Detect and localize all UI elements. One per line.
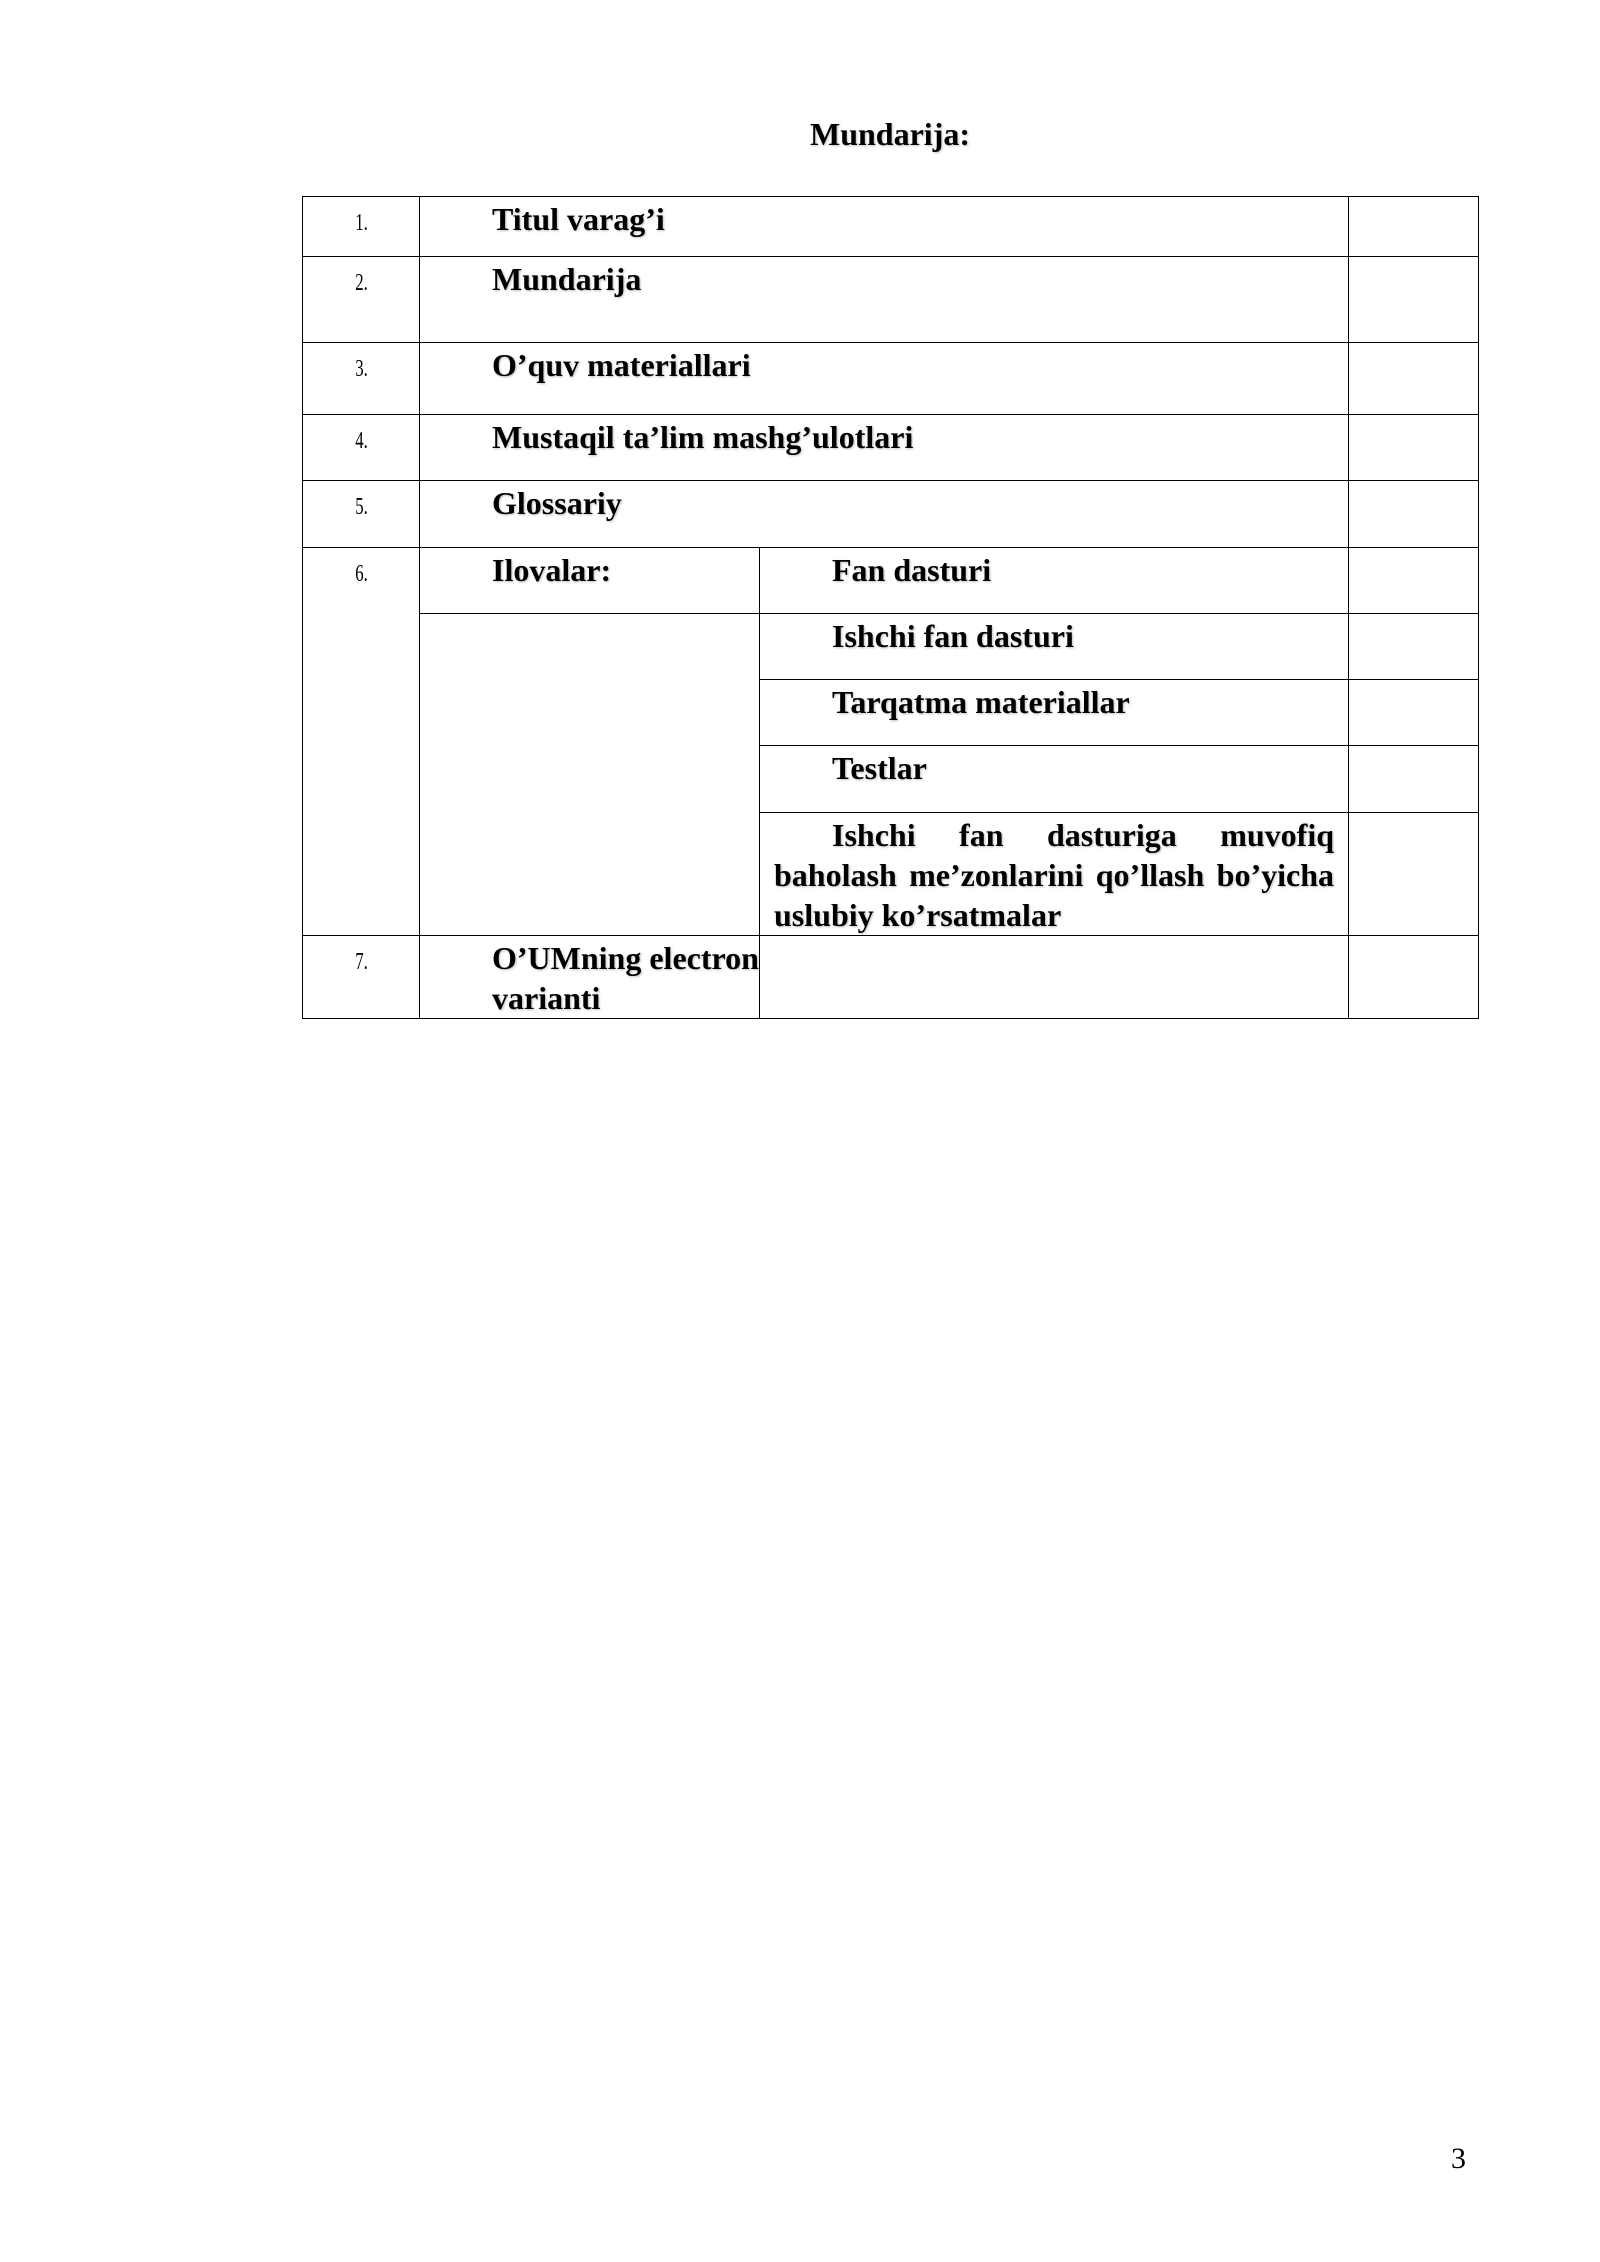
page-cell bbox=[1349, 257, 1479, 343]
appendix-item: Testlar bbox=[760, 746, 1349, 813]
page-cell bbox=[1349, 415, 1479, 481]
row-title: Mustaqil ta’lim mashg’ulotlari bbox=[420, 415, 1349, 481]
table-row bbox=[303, 257, 1479, 343]
contents-table bbox=[302, 196, 1479, 1019]
row-title: Titul varag’i bbox=[420, 197, 1349, 257]
empty-cell bbox=[420, 614, 760, 936]
row-number: 1. bbox=[320, 197, 402, 257]
row-number: 4. bbox=[320, 415, 402, 481]
page-cell bbox=[1349, 614, 1479, 680]
table-row bbox=[303, 614, 1479, 680]
appendix-item: Ishchi fan dasturi bbox=[760, 614, 1349, 680]
page-cell bbox=[1349, 548, 1479, 614]
row-number: 7. bbox=[320, 936, 402, 1019]
page-cell bbox=[1349, 936, 1479, 1019]
page-title: Mundarija: bbox=[810, 116, 970, 152]
page-cell bbox=[1349, 481, 1479, 548]
table-row bbox=[303, 936, 1479, 1019]
page-number: 3 bbox=[1451, 2142, 1466, 2175]
page-cell bbox=[1349, 343, 1479, 415]
page-cell bbox=[1349, 197, 1479, 257]
row-number: 2. bbox=[320, 257, 402, 343]
table-row bbox=[303, 343, 1479, 415]
row-title: Ilovalar: bbox=[420, 548, 760, 614]
appendix-item: Fan dasturi bbox=[760, 548, 1349, 614]
empty-cell bbox=[760, 936, 1349, 1019]
row-number: 3. bbox=[320, 343, 402, 415]
row-title: O’quv materiallari bbox=[420, 343, 1349, 415]
table-row bbox=[303, 197, 1479, 257]
appendix-item: Tarqatma materiallar bbox=[760, 680, 1349, 746]
row-number: 5. bbox=[320, 481, 402, 548]
table-row bbox=[303, 548, 1479, 614]
table-row bbox=[303, 481, 1479, 548]
page-cell bbox=[1349, 813, 1479, 936]
row-number: 6. bbox=[320, 548, 402, 936]
row-title: Glossariy bbox=[420, 481, 1349, 548]
row-title: O’UMning electron varianti bbox=[420, 936, 760, 1019]
table-row bbox=[303, 415, 1479, 481]
appendix-item: Ishchi fan dasturiga muvofiq baholash me’zonlarini qo’llash bo’yicha uslubiy ko’rsatmalar bbox=[760, 813, 1349, 936]
page-cell bbox=[1349, 746, 1479, 813]
page-cell bbox=[1349, 680, 1479, 746]
row-title: Mundarija bbox=[420, 257, 1349, 343]
